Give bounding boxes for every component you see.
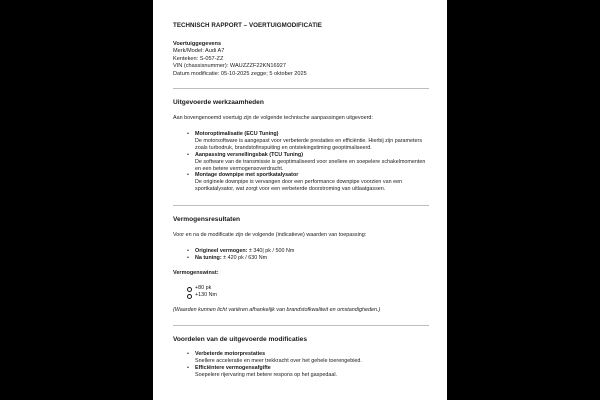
works-heading: Uitgevoerde werkzaamheden <box>173 99 264 107</box>
work-item-description: De originele downpipe is vervangen door een performance downpipe voorzien van een sportkatalysator, wat zorgt voor een verbeterde doorstroming van uitlaatgassen. <box>195 179 403 193</box>
benefits-heading: Voordelen van de uitgevoerde modificaties <box>173 335 307 343</box>
work-item-description: De software van de transmissie is geoptimaliseerd voor snellere en soepelere schakelmomenten en een betere vermogensoverdracht. <box>195 158 426 172</box>
vehicle-details <box>173 41 429 78</box>
benefit-description: Snellere acceleratie en meer trekkracht over het gehele toerengebied. <box>195 357 362 364</box>
value-label: Na tuning: <box>195 255 222 262</box>
results-values-list <box>173 248 429 262</box>
vehicle-vin: VIN (chassisnummer): WAUZZZF22KN16927 <box>173 63 286 70</box>
divider <box>173 205 429 206</box>
power-gain-heading: Vermogenswinst: <box>173 270 219 276</box>
vehicle-license-plate: Kenteken: S-057-ZZ <box>173 55 224 62</box>
document-content <box>173 22 429 378</box>
vehicle-make-model: Merk/Model: Audi A7 <box>173 48 225 55</box>
work-item-description: De motorsoftware is aangepast voor verbeterde prestaties en efficiëntie. Hierbij zijn parameters zoals turbodruk, brandstofinspuiting en ontstekingstiming geoptimaliseerd. <box>195 137 423 151</box>
work-item-title: Aanpassing versnellingsbak (TCU Tuning) <box>195 151 304 158</box>
document-title: TECHNISCH RAPPORT – VOERTUIGMODIFICATIE <box>173 22 322 29</box>
divider <box>173 88 429 89</box>
works-list <box>173 131 429 193</box>
power-gain-list <box>173 285 429 299</box>
benefit-title: Verbeterde motorprestaties <box>195 350 266 357</box>
results-heading: Vermogensresultaten <box>173 216 241 224</box>
divider <box>173 325 429 326</box>
list-item <box>195 255 429 262</box>
list-item <box>195 152 429 173</box>
results-note: (Waarden kunnen licht variëren afhankelijk van brandstofkwaliteit en omstandigheden.) <box>173 306 381 313</box>
list-item <box>195 351 429 365</box>
list-item <box>195 248 429 255</box>
value-label: Origineel vermogen: <box>195 248 248 255</box>
value-text: ± 420 pk / 630 Nm <box>223 255 268 262</box>
results-intro: Voor en na de modificatie zijn de volgende (indicatieve) waarden van toepassing: <box>173 232 367 239</box>
list-item <box>195 131 429 152</box>
list-item: +130 Nm <box>195 292 429 299</box>
work-item-title: Montage downpipe met sportkatalysator <box>195 172 299 179</box>
benefit-description: Soepelere rijervaring met betere respons op het gaspedaal. <box>195 371 338 378</box>
list-item <box>195 172 429 193</box>
works-intro: Aan bovengenoemd voertuig zijn de volgende technische aanpassingen uitgevoerd: <box>173 115 373 122</box>
work-item-title: Motoroptimalisatie (ECU Tuning) <box>195 131 279 138</box>
modification-date: Datum modificatie: 05-10-2025 zegge; 5 oktober 2025 <box>173 70 307 77</box>
value-text: ± 340| pk / 500 Nm <box>248 248 295 255</box>
document-page <box>153 0 447 400</box>
vehicle-details-heading: Voertuiggegevens <box>173 41 222 47</box>
list-item: +80 pk <box>195 285 429 292</box>
list-item <box>195 365 429 379</box>
benefits-list <box>173 351 429 379</box>
benefit-title: Efficiëntere vermogensafgifte <box>195 364 271 371</box>
